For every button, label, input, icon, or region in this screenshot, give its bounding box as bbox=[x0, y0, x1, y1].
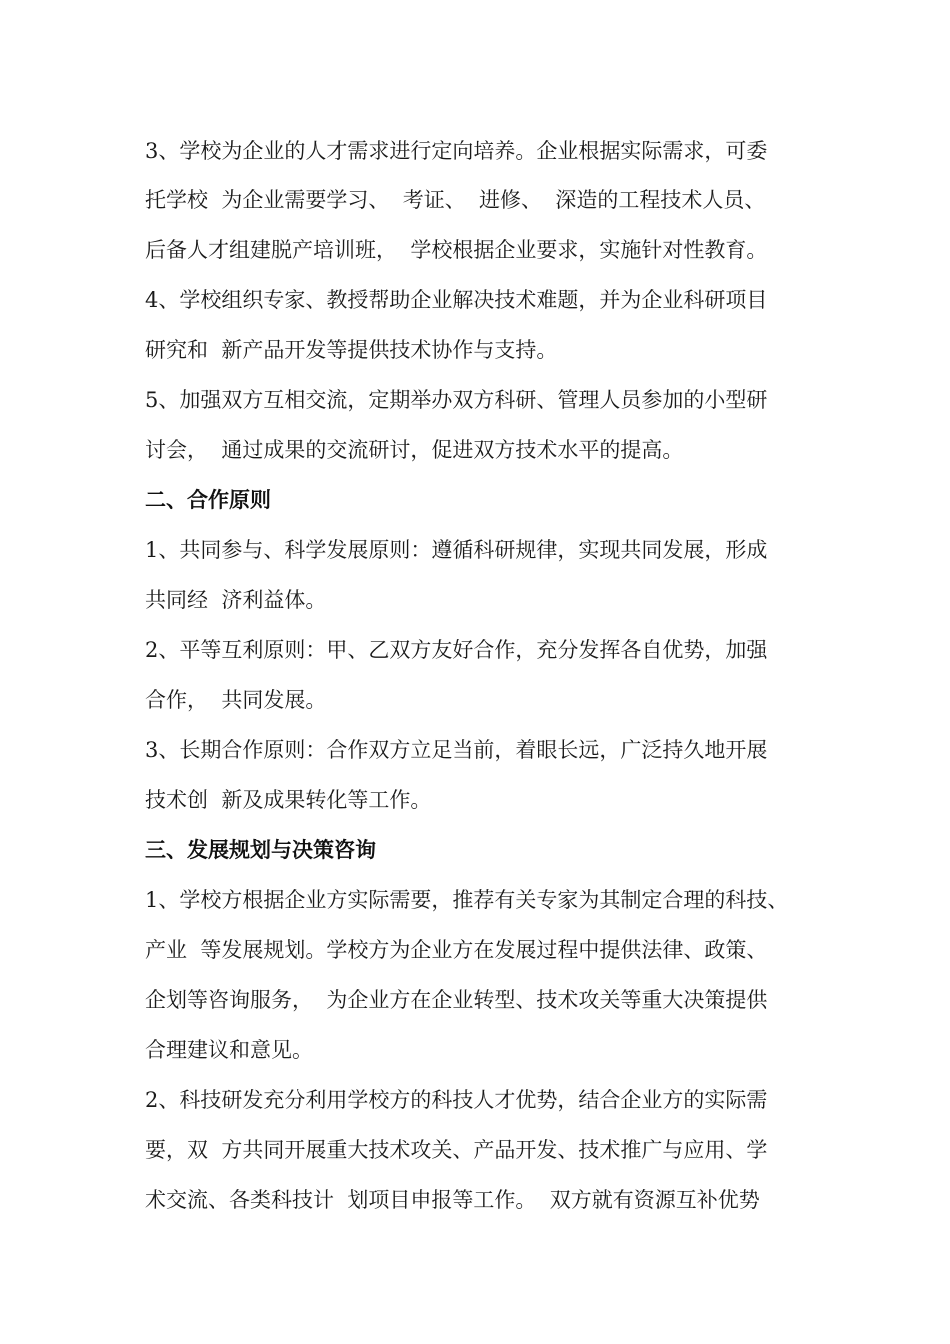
planning-1-line-3: 企划等咨询服务， 为企业方在企业转型、技术攻关等重大决策提供 bbox=[145, 988, 768, 1012]
principle-1-line-1: 1、共同参与、科学发展原则：遵循科研规律，实现共同发展，形成 bbox=[145, 538, 768, 562]
planning-2-line-3: 术交流、各类科技计 划项目申报等工作。 双方就有资源互补优势 bbox=[145, 1188, 760, 1212]
paragraph-3-line-3: 后备人才组建脱产培训班， 学校根据企业要求，实施针对性教育。 bbox=[145, 238, 768, 262]
section-heading-cooperation-principles: 二、合作原则 bbox=[145, 488, 271, 512]
principle-3-line-1: 3、长期合作原则：合作双方立足当前，着眼长远，广泛持久地开展 bbox=[145, 738, 768, 762]
principle-1-line-2: 共同经 济利益体。 bbox=[145, 588, 327, 612]
principle-2-line-2: 合作， 共同发展。 bbox=[145, 688, 327, 712]
planning-1-line-4: 合理建议和意见。 bbox=[145, 1038, 313, 1062]
planning-2-line-1: 2、科技研发充分利用学校方的科技人才优势，结合企业方的实际需 bbox=[145, 1088, 768, 1112]
paragraph-5-line-1: 5、加强双方互相交流，定期举办双方科研、管理人员参加的小型研 bbox=[145, 388, 768, 412]
planning-1-line-1: 1、学校方根据企业方实际需要，推荐有关专家为其制定合理的科技、 bbox=[145, 888, 789, 912]
planning-1-line-2: 产业 等发展规划。学校方为企业方在发展过程中提供法律、政策、 bbox=[145, 938, 768, 962]
paragraph-3-line-2: 托学校 为企业需要学习、 考证、 进修、 深造的工程技术人员、 bbox=[145, 188, 766, 212]
principle-2-line-1: 2、平等互利原则：甲、乙双方友好合作，充分发挥各自优势，加强 bbox=[145, 638, 768, 662]
planning-2-line-2: 要，双 方共同开展重大技术攻关、产品开发、技术推广与应用、学 bbox=[145, 1138, 768, 1162]
paragraph-4-line-1: 4、学校组织专家、教授帮助企业解决技术难题，并为企业科研项目 bbox=[145, 288, 768, 312]
paragraph-5-line-2: 讨会， 通过成果的交流研讨，促进双方技术水平的提高。 bbox=[145, 438, 684, 462]
principle-3-line-2: 技术创 新及成果转化等工作。 bbox=[145, 788, 432, 812]
paragraph-3-line-1: 3、学校为企业的人才需求进行定向培养。企业根据实际需求，可委 bbox=[145, 139, 768, 163]
section-heading-development-planning: 三、发展规划与决策咨询 bbox=[145, 838, 376, 862]
paragraph-4-line-2: 研究和 新产品开发等提供技术协作与支持。 bbox=[145, 338, 558, 362]
